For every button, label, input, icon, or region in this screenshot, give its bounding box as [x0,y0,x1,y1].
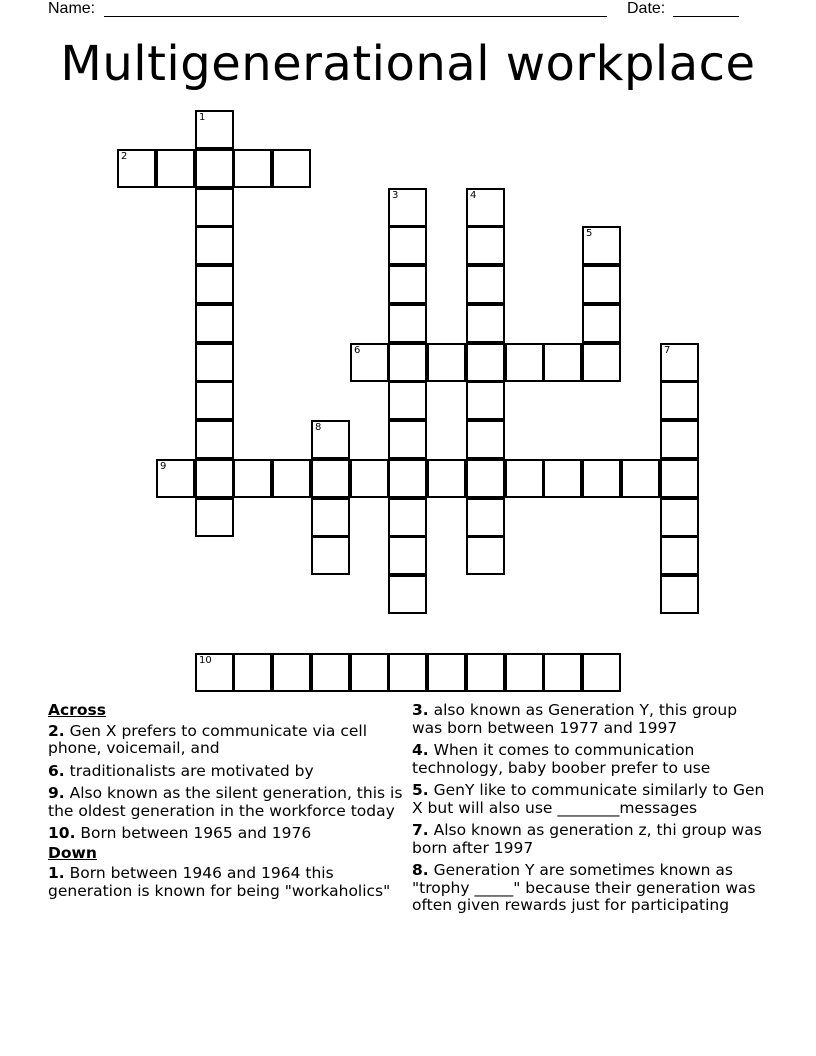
grid-cell[interactable] [466,188,505,227]
grid-cell[interactable] [388,188,427,227]
grid-cell[interactable] [388,381,427,420]
grid-cell[interactable] [466,536,505,575]
grid-cell[interactable] [195,110,234,149]
grid-cell[interactable] [621,459,660,498]
grid-cell[interactable] [195,265,234,304]
grid-cell[interactable] [427,343,466,382]
grid-cell[interactable] [272,459,311,498]
clue-across-10: 10. Born between 1965 and 1976 [48,824,312,842]
grid-cell[interactable] [466,381,505,420]
grid-cell[interactable] [156,459,195,498]
grid-cell[interactable] [311,498,350,537]
grid-cell[interactable] [388,536,427,575]
grid-cell[interactable] [466,343,505,382]
grid-cell[interactable] [466,226,505,265]
grid-cell[interactable] [466,420,505,459]
grid-cell[interactable] [543,343,582,382]
clue-number: 7 [664,345,671,356]
grid-cell[interactable] [505,653,544,692]
grid-cell[interactable] [582,653,621,692]
clue-number: 5 [586,228,593,239]
grid-cell[interactable] [311,653,350,692]
grid-cell[interactable] [195,653,234,692]
clue-down-8: 8. Generation Y are sometimes known as "trophy _____" because their generation was often given rewards just for participating [412,861,756,914]
grid-cell[interactable] [195,343,234,382]
grid-cell[interactable] [660,381,699,420]
grid-cell[interactable] [195,188,234,227]
clue-across-6: 6. traditionalists are motivated by [48,761,314,780]
grid-cell[interactable] [505,343,544,382]
grid-cell[interactable] [660,459,699,498]
clues-right-column [412,702,772,920]
grid-cell[interactable] [427,653,466,692]
date-label: Date: [627,0,666,17]
clue-number: 10 [199,655,212,666]
grid-cell[interactable] [311,420,350,459]
grid-cell[interactable] [195,459,234,498]
grid-cell[interactable] [117,149,156,188]
grid-cell[interactable] [466,653,505,692]
across-heading: Across [48,701,106,719]
grid-cell[interactable] [195,498,234,537]
clue-number: 6 [354,345,361,356]
grid-cell[interactable] [350,653,389,692]
grid-cell[interactable] [660,498,699,537]
grid-cell[interactable] [660,575,699,614]
clue-down-4: 4. When it comes to communication technology, baby boober prefer to use [412,741,711,777]
grid-cell[interactable] [233,149,272,188]
clue-down-7: 7. Also known as generation z, thi group was born after 1997 [412,821,762,857]
grid-cell[interactable] [466,498,505,537]
grid-cell[interactable] [582,304,621,343]
grid-cell[interactable] [466,304,505,343]
clue-down-5: 5. GenY like to communicate similarly to Gen X but will also use ________messages [412,781,765,817]
clues-left-column [48,702,408,905]
grid-cell[interactable] [660,536,699,575]
grid-cell[interactable] [582,459,621,498]
grid-cell[interactable] [272,653,311,692]
grid-cell[interactable] [195,149,234,188]
grid-cell[interactable] [195,304,234,343]
grid-cell[interactable] [195,381,234,420]
grid-cell[interactable] [388,226,427,265]
grid-cell[interactable] [388,420,427,459]
name-label: Name: [48,0,96,17]
clue-number: 8 [315,422,322,433]
grid-cell[interactable] [195,420,234,459]
grid-cell[interactable] [156,149,195,188]
clue-across-2: 2. Gen X prefers to communicate via cell phone, voicemail, and [48,721,368,757]
grid-cell[interactable] [543,653,582,692]
grid-cell[interactable] [388,304,427,343]
grid-cell[interactable] [311,459,350,498]
grid-cell[interactable] [233,653,272,692]
down-heading: Down [48,843,97,862]
grid-cell[interactable] [350,343,389,382]
clue-number: 9 [160,461,167,472]
grid-cell[interactable] [505,459,544,498]
grid-cell[interactable] [466,265,505,304]
clue-down-3: 3. also known as Generation Y, this group was born between 1977 and 1997 [412,701,738,737]
clue-down-1: 1. Born between 1946 and 1964 this generation is known for being "workaholics" [48,864,391,900]
grid-cell[interactable] [233,459,272,498]
clue-number: 1 [199,112,206,123]
grid-cell[interactable] [388,459,427,498]
grid-cell[interactable] [388,653,427,692]
grid-cell[interactable] [272,149,311,188]
clue-number: 3 [392,190,399,201]
grid-cell[interactable] [195,226,234,265]
clue-across-9: 9. Also known as the silent generation, this is the oldest generation in the workforce today [48,784,403,820]
grid-cell[interactable] [388,575,427,614]
grid-cell[interactable] [543,459,582,498]
grid-cell[interactable] [311,536,350,575]
grid-cell[interactable] [660,420,699,459]
grid-cell[interactable] [388,265,427,304]
grid-cell[interactable] [388,498,427,537]
grid-cell[interactable] [427,459,466,498]
grid-cell[interactable] [582,226,621,265]
grid-cell[interactable] [582,265,621,304]
grid-cell[interactable] [350,459,389,498]
grid-cell[interactable] [660,343,699,382]
grid-cell[interactable] [388,343,427,382]
clue-number: 2 [121,151,128,162]
grid-cell[interactable] [582,343,621,382]
page-title: Multigenerational workplace [60,36,756,92]
clue-number: 4 [470,190,477,201]
grid-cell[interactable] [466,459,505,498]
